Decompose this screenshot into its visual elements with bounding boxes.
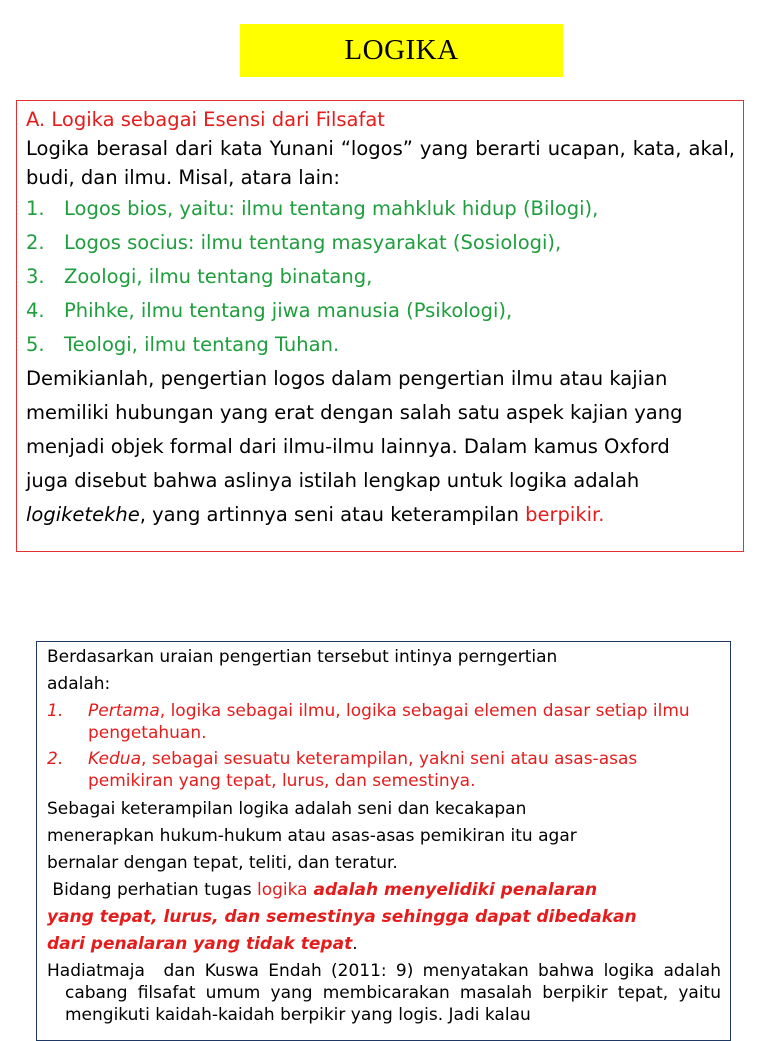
list-number: 1. [47, 701, 64, 721]
list-text: Teologi, ilmu tentang Tuhan. [64, 333, 340, 356]
list-text: Logos socius: ilmu tentang masyarakat (Sosiologi), [64, 231, 562, 254]
bidang-end-line [47, 931, 721, 958]
highlight-term: logika [257, 880, 308, 900]
bidang-line [47, 877, 721, 904]
list-number: 4. [26, 299, 45, 322]
list-item [47, 748, 721, 792]
list-text: , sebagai sesuatu keterampilan, yakni seni atau asas-asas pemikiran yang tepat, lurus, dan semestinya. [88, 749, 638, 791]
list-item [26, 260, 735, 294]
logos-explanation-paragraph [26, 362, 735, 532]
section-logika-esensi [16, 100, 744, 552]
list-number: 2. [26, 231, 45, 254]
list-text: Logos bios, yaitu: ilmu tentang mahkluk hidup (Bilogi), [64, 197, 599, 220]
intro-paragraph: Logika berasal dari kata Yunani “logos” yang berarti ucapan, kata, akal, budi, dan ilmu. Misal, atara lain: [26, 137, 735, 189]
list-term: Kedua [88, 749, 141, 769]
bold-italic-text: adalah menyelidiki penalaran [307, 880, 598, 900]
list-item [26, 328, 735, 362]
list-number: 1. [26, 197, 45, 220]
paragraph-line: menerapkan hukum-hukum atau asas-asas pemikiran itu agar [47, 826, 577, 846]
summary-intro-line: adalah: [47, 674, 111, 694]
paragraph-line: bernalar dengan tepat, teliti, dan teratur. [47, 853, 398, 873]
list-item [26, 294, 735, 328]
list-term: Pertama [88, 701, 160, 721]
title-banner [240, 24, 563, 77]
paragraph-line: Demikianlah, pengertian logos dalam pengertian ilmu atau kajian [26, 367, 668, 390]
italic-term: logiketekhe [26, 503, 140, 526]
list-item [47, 700, 721, 744]
list-text: , logika sebagai ilmu, logika sebagai elemen dasar setiap ilmu pengetahuan. [88, 701, 690, 743]
summary-list [47, 700, 721, 792]
list-number: 3. [26, 265, 45, 288]
paragraph-line: juga disebut bahwa aslinya istilah lengkap untuk logika adalah [26, 469, 640, 492]
list-item [26, 192, 735, 226]
highlight-term: berpikir. [525, 503, 605, 526]
list-number: 2. [47, 749, 64, 769]
list-text: Phihke, ilmu tentang jiwa manusia (Psikologi), [64, 299, 513, 322]
summary-intro-line: Berdasarkan uraian pengertian tersebut intinya perngertian [47, 647, 558, 667]
bold-italic-text: dari penalaran yang tidak tepat [47, 934, 353, 954]
hadiatmaja-paragraph: Hadiatmaja dan Kuswa Endah (2011: 9) menyatakan bahwa logika adalah cabang filsafat umum yang membicarakan masalah berpikir tepat, yaitu mengikuti kaidah-kaidah berpikir yang logis. Jadi kalau [47, 961, 727, 1025]
bold-italic-line: yang tepat, lurus, dan semestinya sehingga dapat dibedakan [47, 907, 637, 927]
list-number: 5. [26, 333, 45, 356]
paragraph-text: , yang artinnya seni atau keterampilan [139, 503, 526, 526]
paragraph-line [26, 498, 735, 532]
paragraph-line: memiliki hubungan yang erat dengan salah satu aspek kajian yang [26, 401, 683, 424]
page-title: LOGIKA [344, 34, 459, 66]
paragraph-line: menjadi objek formal dari ilmu-ilmu lainnya. Dalam kamus Oxford [26, 435, 670, 458]
paragraph-line: Sebagai keterampilan logika adalah seni dan kecakapan [47, 799, 527, 819]
list-text: Zoologi, ilmu tentang binatang, [64, 265, 373, 288]
section-summary [36, 641, 731, 1041]
bidang-prefix: Bidang perhatian tugas [47, 880, 257, 900]
list-item [26, 226, 735, 260]
period: . [352, 934, 358, 954]
logos-list [26, 192, 735, 362]
section-heading: A. Logika sebagai Esensi dari Filsafat [26, 108, 385, 131]
